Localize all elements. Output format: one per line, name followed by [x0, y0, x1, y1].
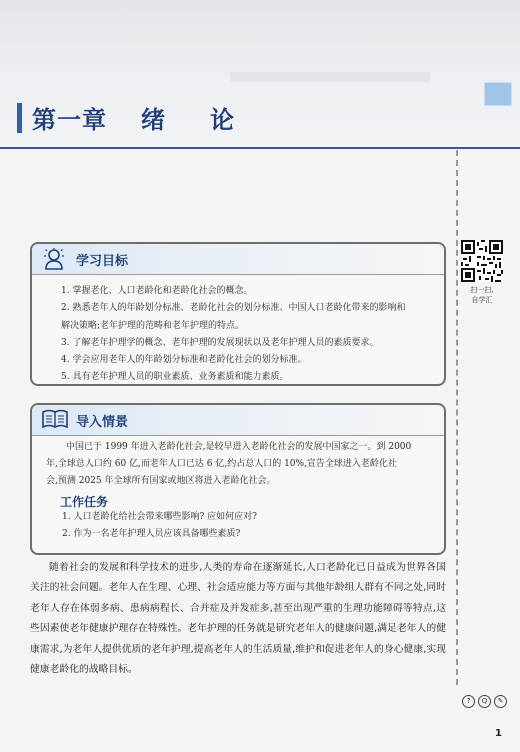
scenario-line: 中国已于 1999 年进入老龄化社会,是较早进入老龄化社会的发展中国家之一。到 2000: [66, 442, 412, 452]
scenario-text: [46, 439, 436, 490]
open-book-icon: [42, 409, 68, 429]
learning-goals-header: [32, 244, 444, 275]
chapter-title-b: 论: [210, 106, 235, 134]
learning-goal-item-continued: 解决策略;老年护理的范畴和老年护理的特点。: [61, 320, 245, 331]
learning-goal-item: 4. 学会应用老年人的年龄划分标准和老龄化社会的划分标准。: [61, 355, 307, 366]
qr-code-graphic: [461, 240, 503, 282]
lightbulb-person-icon: [42, 248, 66, 270]
learning-goal-item: 1. 掌握老化、人口老龄化和老龄化社会的概念。: [61, 286, 253, 296]
question-icon[interactable]: ?: [462, 695, 475, 708]
chapter-title-a: 绪: [141, 106, 166, 134]
scenario-panel: [30, 403, 446, 555]
task-item: 1. 人口老龄化给社会带来哪些影响? 应如何应对?: [62, 512, 257, 522]
learning-goal-item: 2. 熟悉老年人的年龄划分标准、老龄化社会的划分标准、中国人口老龄化带来的影响和: [61, 303, 406, 314]
header-decoration: [230, 72, 430, 82]
title-accent-bar: [17, 103, 22, 133]
learning-goals-title: 学习目标: [76, 254, 129, 269]
learning-goals-list: [61, 283, 436, 387]
scenario-line: 年,全球总人口约 60 亿,而老年人口已达 6 亿,约占总人口的 10%,宣告全球进入老龄化社: [46, 459, 397, 469]
qr-caption: [457, 285, 507, 305]
scenario-header: [32, 405, 444, 436]
scenario-line: 会,预测 2025 年全球所有国家或地区将进入老龄化社会。: [46, 476, 276, 486]
learning-goal-item: 5. 具有老年护理人员的职业素质、业务素质和能力素质。: [61, 372, 289, 383]
body-paragraph: 随着社会的发展和科学技术的进步,人类的寿命在逐渐延长,人口老龄化已日益成为世界各国关注的社会问题。老年人在生理、心理、社会适应能力等方面与其他年龄组人群有不同之处,同时老年人存在体弱多病、患病病程长、合并症及并发症多,甚至出现严重的生理功能障碍等特点,这些因素使老年健康护理存在特殊性。老年护理的任务就是研究老年人的健康问题,满足老年人的健康需求,为老年人提供优质的老年护理,提高老年人的生活质量,维护和促进老年人的身心健康,实现健康老龄化的战略目标。: [30, 562, 446, 676]
header-corner-block: [484, 82, 512, 106]
qr-caption-line1: 扫一扫,: [470, 286, 494, 294]
scenario-title: 导入情景: [76, 415, 129, 430]
task-title: 工作任务: [60, 495, 109, 509]
task-item: 2. 作为一名老年护理人员应该具备哪些素质?: [62, 529, 241, 539]
learning-goals-panel: [30, 242, 446, 386]
qr-code-icon[interactable]: [461, 240, 503, 282]
search-icon[interactable]: Q: [478, 695, 491, 708]
chapter-title: [32, 100, 235, 135]
page-number: 1: [495, 728, 502, 739]
chapter-number: 第一章: [32, 106, 107, 134]
margin-dashed-divider: [456, 150, 458, 685]
task-list: [62, 509, 257, 543]
footer-icon-group: [462, 695, 507, 708]
learning-goal-item: 3. 了解老年护理学的概念、老年护理的发展现状以及老年护理人员的素质要求。: [61, 337, 379, 348]
edit-icon[interactable]: ✎: [494, 695, 507, 708]
header-divider: [0, 147, 520, 149]
qr-caption-line2: 自学汇: [471, 296, 493, 304]
